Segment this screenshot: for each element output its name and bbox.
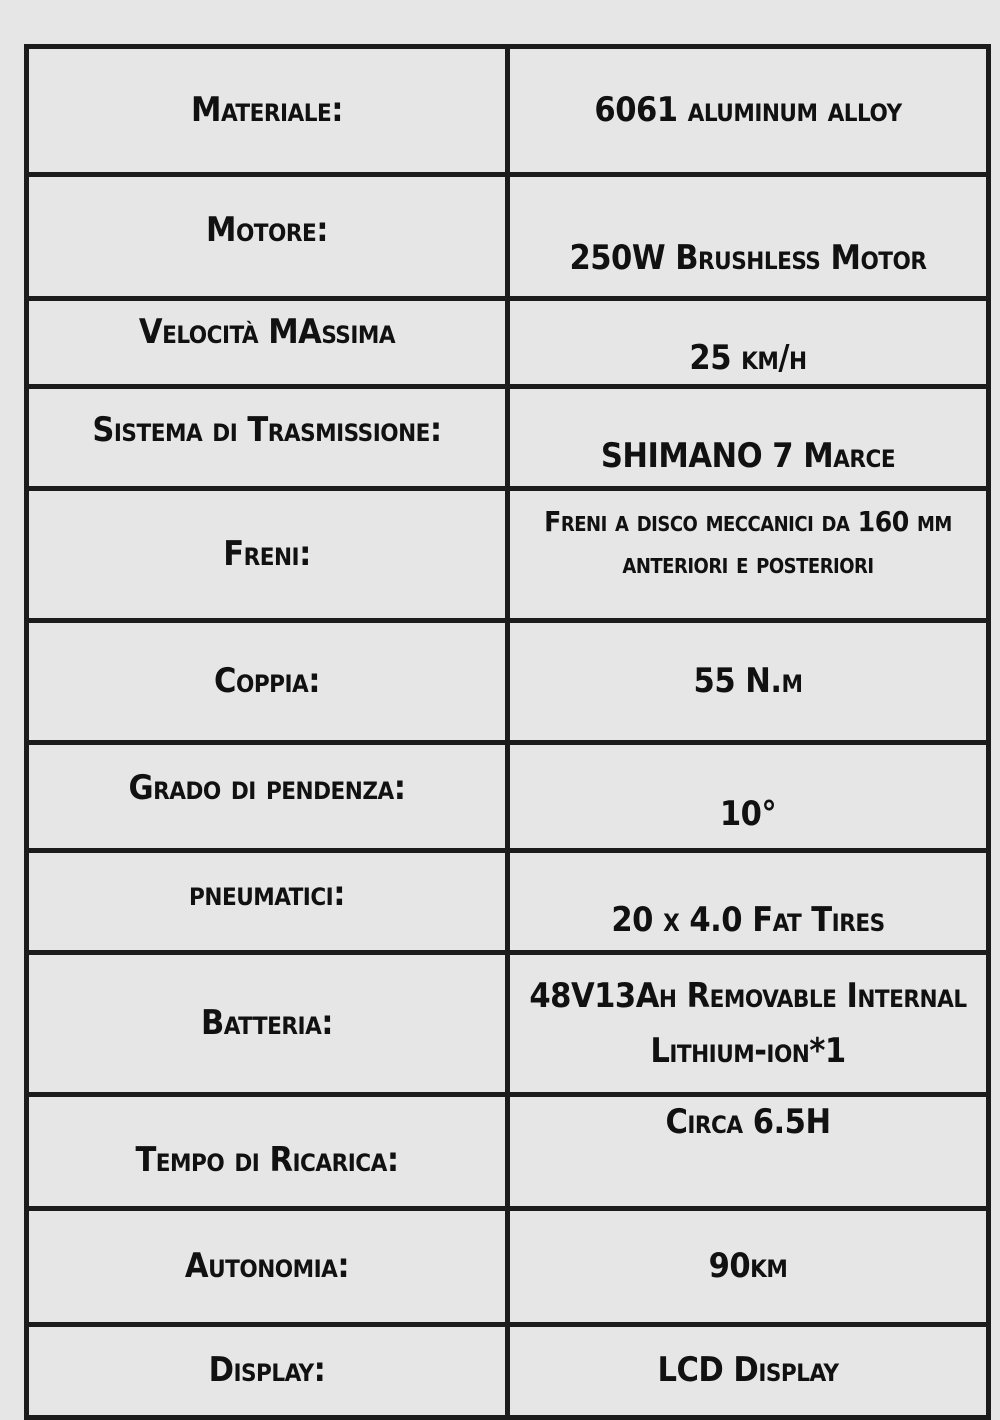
table-row bbox=[27, 953, 989, 1095]
spec-value-freni: Freni a disco meccanici da 160 mm anteriori e posteriori bbox=[508, 489, 989, 621]
spec-value-pendenza: 10° bbox=[508, 743, 989, 851]
spec-value-trasmissione: SHIMANO 7 Marce bbox=[508, 387, 989, 489]
spec-label-display: Display: bbox=[27, 1325, 508, 1418]
spec-value-autonomia: 90km bbox=[508, 1209, 989, 1325]
spec-value-display: LCD Display bbox=[508, 1325, 989, 1418]
table-row bbox=[27, 1325, 989, 1418]
table-row bbox=[27, 489, 989, 621]
spec-label-velocita: Velocità MAssima bbox=[27, 299, 508, 387]
table-row bbox=[27, 387, 989, 489]
table-row bbox=[27, 1095, 989, 1209]
spec-label-ricarica: Tempo di Ricarica: bbox=[27, 1095, 508, 1209]
spec-label-autonomia: Autonomia: bbox=[27, 1209, 508, 1325]
spec-label-motore: Motore: bbox=[27, 175, 508, 299]
spec-value-ricarica: Circa 6.5H bbox=[508, 1095, 989, 1209]
spec-value-motore: 250W Brushless Motor bbox=[508, 175, 989, 299]
spec-label-materiale: Materiale: bbox=[27, 47, 508, 175]
table-row bbox=[27, 851, 989, 953]
spec-value-pneumatici: 20 x 4.0 Fat Tires bbox=[508, 851, 989, 953]
table-row bbox=[27, 743, 989, 851]
table-row bbox=[27, 299, 989, 387]
table-row bbox=[27, 621, 989, 743]
spec-label-freni: Freni: bbox=[27, 489, 508, 621]
spec-label-pendenza: Grado di pendenza: bbox=[27, 743, 508, 851]
table-row bbox=[27, 47, 989, 175]
spec-value-materiale: 6061 aluminum alloy bbox=[508, 47, 989, 175]
spec-label-pneumatici: pneumatici: bbox=[27, 851, 508, 953]
spec-label-coppia: Coppia: bbox=[27, 621, 508, 743]
spec-value-velocita: 25 km/h bbox=[508, 299, 989, 387]
table-row bbox=[27, 1209, 989, 1325]
spec-value-batteria: 48V13Ah Removable Internal Lithium-ion*1 bbox=[508, 953, 989, 1095]
specs-table bbox=[24, 44, 991, 1420]
table-row bbox=[27, 175, 989, 299]
spec-label-batteria: Batteria: bbox=[27, 953, 508, 1095]
spec-value-coppia: 55 N.m bbox=[508, 621, 989, 743]
spec-label-trasmissione: Sistema di Trasmissione: bbox=[27, 387, 508, 489]
